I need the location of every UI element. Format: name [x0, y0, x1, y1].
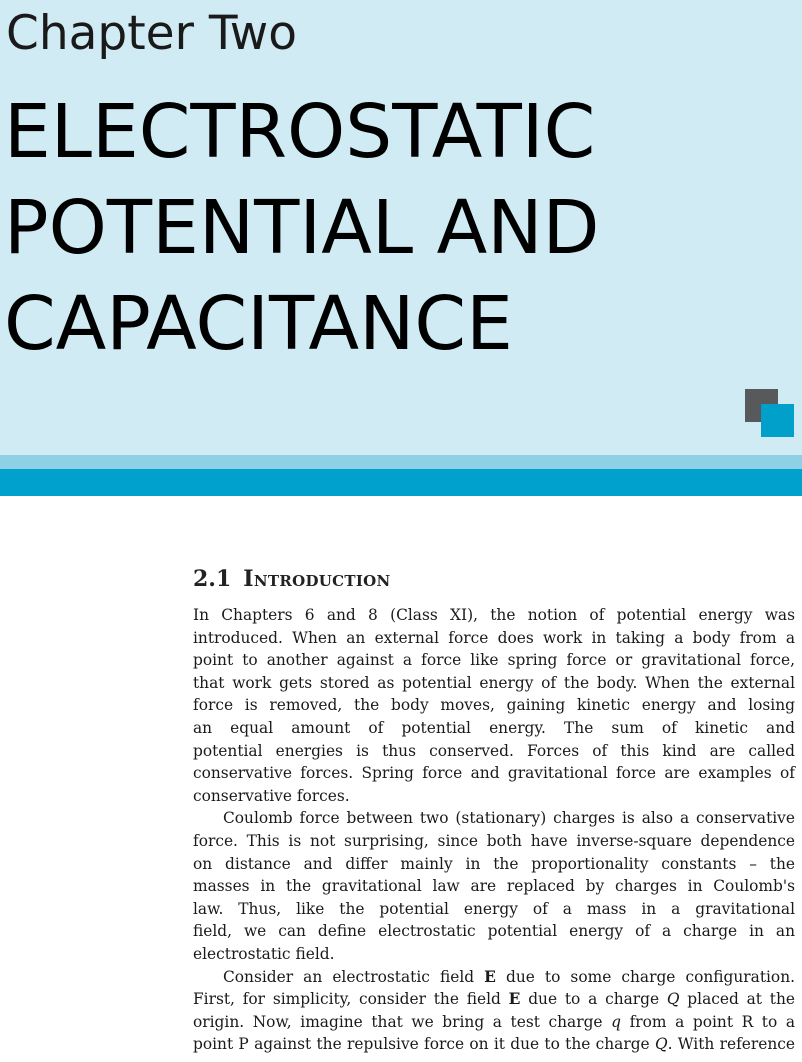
text-run: origin. Now, imagine that we bring a test charge [193, 1012, 612, 1031]
text-run: Consider an electrostatic field [223, 967, 485, 986]
section-title: Introduction [243, 566, 391, 592]
chapter-header-banner [0, 0, 802, 455]
header-stripe-light [0, 455, 802, 469]
decorative-square-blue [761, 404, 794, 437]
text-line: force. This is not surprising, since both have inverse-square dependence [193, 831, 795, 850]
text-line: an equal amount of potential energy. The sum of kinetic and [193, 718, 795, 737]
text-line: electrostatic field. [193, 944, 335, 963]
text-line: conservative forces. [193, 786, 350, 805]
text-run: point P against the repulsive force on it due to the charge [193, 1035, 655, 1054]
symbol-E: E [508, 990, 521, 1009]
symbol-Q: Q [654, 1035, 668, 1054]
text-run: First, for simplicity, consider the field [193, 990, 509, 1009]
section-heading [193, 562, 391, 596]
text-line: In Chapters 6 and 8 (Class XI), the notion of potential energy was [193, 606, 795, 624]
text-run: due to a charge [520, 990, 667, 1009]
chapter-title [4, 84, 600, 372]
text-line: force is removed, the body moves, gaining kinetic energy and losing [193, 696, 795, 715]
text-line: introduced. When an external force does work in taking a body from a [193, 628, 795, 647]
symbol-Q: Q [666, 990, 680, 1009]
text-run: placed at the [679, 990, 795, 1009]
paragraph-last-line [193, 943, 795, 966]
text-run: due to some charge configuration. [495, 967, 796, 986]
paragraph [193, 604, 795, 785]
paragraph-last-line [193, 785, 795, 808]
text-line: on distance and differ mainly in the proportionality constants – the [193, 854, 795, 873]
text-line: that work gets stored as potential energy of the body. When the external [193, 673, 795, 692]
section-number: 2.1 [193, 566, 232, 592]
symbol-q: q [611, 1012, 621, 1031]
text-line: law. Thus, like the potential energy of a mass in a gravitational [193, 899, 795, 918]
text-line: Coulomb force between two (stationary) charges is also a conservative [223, 809, 795, 828]
text-line: conservative forces. Spring force and gravitational force are examples of [193, 764, 795, 783]
chapter-label: Chapter Two [6, 6, 297, 61]
symbol-E: E [484, 967, 496, 986]
text-line: field, we can define electrostatic potential energy of a charge in an [193, 922, 795, 941]
chapter-title-line: CAPACITANCE [4, 281, 513, 367]
header-stripe-blue [0, 469, 802, 496]
body-text [193, 604, 795, 1056]
text-run: from a point R to a [621, 1012, 796, 1031]
chapter-title-line: ELECTROSTATIC [4, 89, 596, 175]
paragraph [193, 966, 795, 1056]
text-run: . With reference [667, 1035, 795, 1054]
paragraph [193, 807, 795, 943]
text-line: potential energies is thus conserved. Forces of this kind are called [193, 741, 795, 760]
text-line: masses in the gravitational law are replaced by charges in Coulomb's [193, 877, 795, 896]
text-line: point to another against a force like spring force or gravitational force, [193, 651, 795, 670]
chapter-title-line: POTENTIAL AND [4, 185, 600, 271]
